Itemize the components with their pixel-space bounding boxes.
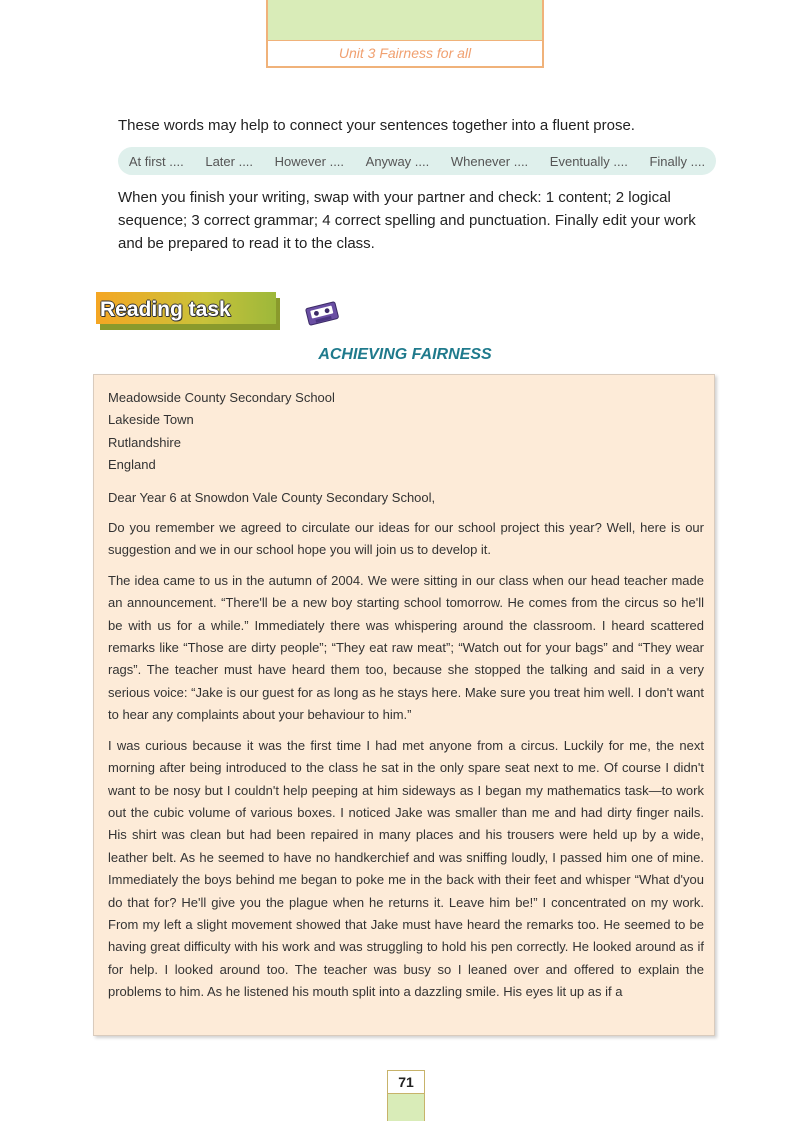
address-line: Rutlandshire: [108, 434, 181, 450]
connector-word: At first ....: [128, 153, 184, 169]
connector-word: Whenever ....: [450, 153, 529, 169]
connector-word: Finally ....: [649, 153, 706, 169]
connector-word: Anyway ....: [365, 153, 430, 169]
letter-paragraph: I was curious because it was the first time I had met anyone from a circus. Luckily for me, the next morning after being introduced to the class he sat in the only spare seat next to me. Of course I didn't want to be nosy but I couldn't help peeping at him sideways as I began my mathematics task—to work out the cubic volume of various boxes. I noticed Jake was smaller than me and had dirty finger nails. His shirt was clean but had been repaired in many places and his trousers were held up by a wide, leather belt. As he seemed to have no handkerchief and was sniffing loudly, I passed him one of mine. Immediately the boys behind me began to poke me in the back with their feet and whisper “What d'you do that for? He'll give you the plague when he returns it. Leave him be!” I concentrated on my work. From my left a slight movement showed that Jake must have heard the remarks too. He seemed to be having great difficulty with his work and was struggling to hold his pen correctly. He looked around as if for help. I looked around too. The teacher was busy so I leaned over and offered to explain the problems to him. As he listened his mouth split into a dazzling smile. His eyes lit up as if a: [108, 737, 704, 1000]
connector-word: Eventually ....: [549, 153, 628, 169]
unit-header-texture: [268, 0, 542, 41]
address-line: Lakeside Town: [108, 412, 194, 428]
writing-instructions: When you finish your writing, swap with your partner and check: 1 content; 2 logical sequence; 3 correct grammar; 4 correct spelling and punctuation. Finally edit your work and be prepared to read it to the class.: [118, 189, 696, 252]
address-line: England: [108, 457, 156, 473]
intro-text: These words may help to connect your sentences together into a fluent prose.: [118, 117, 635, 134]
page-number-box: [387, 1070, 425, 1121]
unit-header-tab: [266, 0, 544, 68]
letter-paragraph: The idea came to us in the autumn of 2004. We were sitting in our class when our head teacher made an announcement. “There'll be a new boy starting school tomorrow. He comes from the circus so he'll be with us for a while.” Immediately there was whispering around the classroom. I heard scattered remarks like “Those are dirty people”; “They eat raw meat”; “Watch out for your bags” and “They wear rags”. The teacher must have heard them too, because she stopped the talking and said in a very serious voice: “Jake is our guest for as long as he stays here. Make sure you treat him well. I don't want to hear any complaints about your behaviour to him.”: [108, 572, 704, 723]
letter-paragraph: Do you remember we agreed to circulate our ideas for our school project this year? Well, here is our suggestion and we in our school hope you will join us to develop it.: [108, 520, 704, 558]
letter-box: [93, 374, 715, 1036]
unit-label: Unit 3 Fairness for all: [338, 45, 472, 61]
passage-title: ACHIEVING FAIRNESS: [318, 346, 492, 363]
letter-salutation: Dear Year 6 at Snowdon Vale County Secondary School,: [108, 489, 436, 505]
cassette-tape-icon: [304, 300, 340, 326]
connector-word: However ....: [274, 153, 345, 169]
page-number: 71: [388, 1071, 424, 1094]
section-title: Reading task: [100, 298, 231, 321]
address-line: Meadowside County Secondary School: [108, 390, 335, 405]
connector-words-bar: [118, 147, 716, 175]
connector-word: Later ....: [205, 153, 254, 169]
section-header: [96, 292, 282, 330]
